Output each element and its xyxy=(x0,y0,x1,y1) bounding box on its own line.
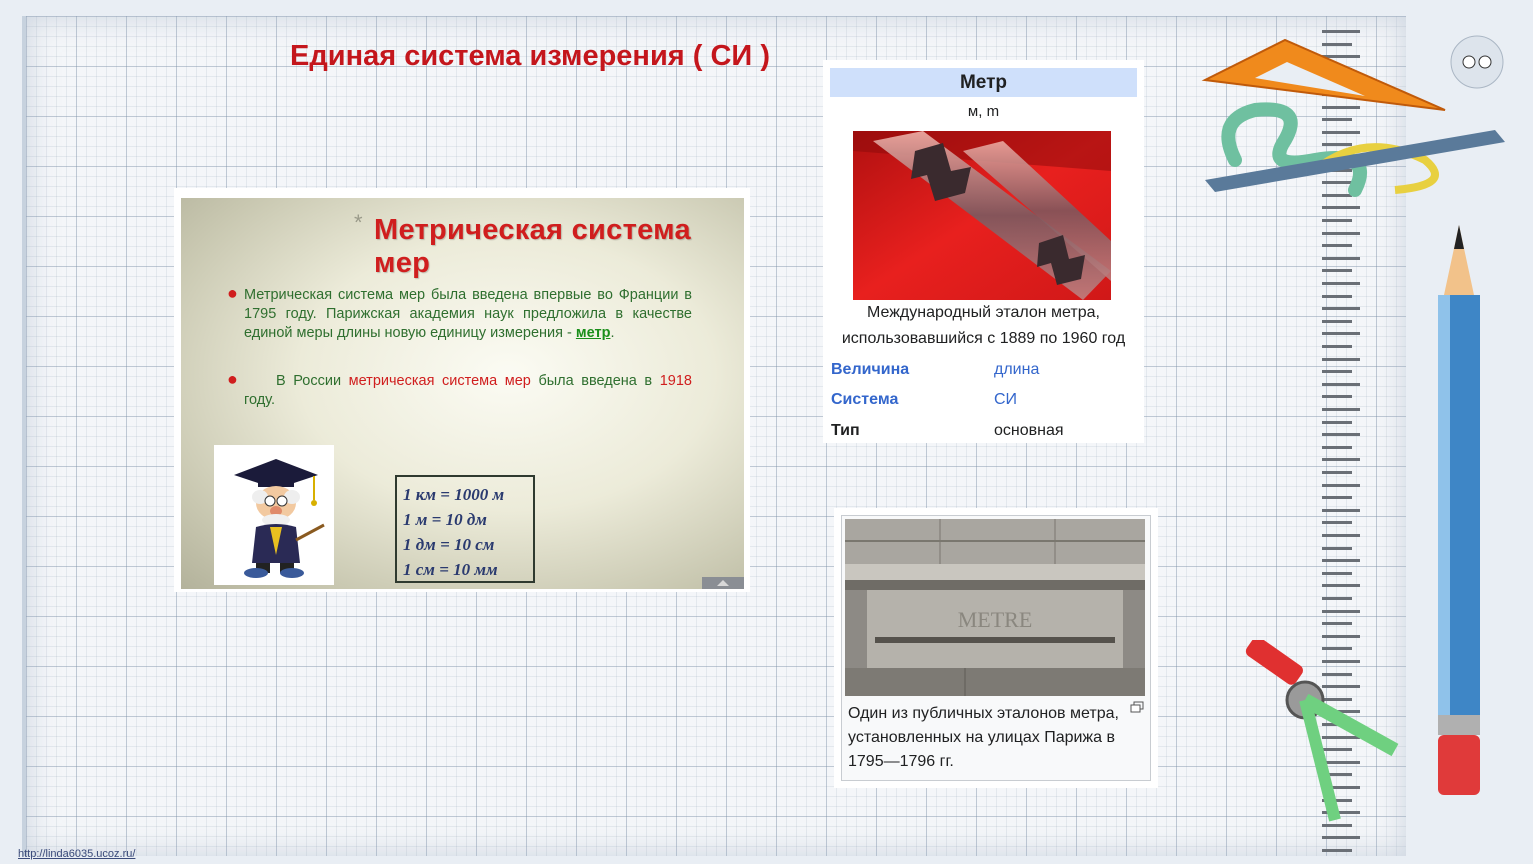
bullet-russia-post: году. xyxy=(244,392,276,408)
infobox-header: Метр xyxy=(830,68,1137,97)
metre-infobox xyxy=(823,60,1144,443)
metric-slide xyxy=(181,198,744,589)
slide-title: Метрическая система мер xyxy=(374,214,691,279)
ruler-tick xyxy=(1322,295,1352,298)
ruler-tick xyxy=(1322,471,1352,474)
page-title: Единая система измерения ( СИ ) xyxy=(290,40,770,72)
ruler-tick xyxy=(1322,484,1360,487)
ruler-tick xyxy=(1322,232,1360,235)
bullet-russia xyxy=(227,369,692,410)
paris-metre-card xyxy=(834,508,1158,788)
bullet-russia-highlight: метрическая система мер xyxy=(348,373,531,389)
infobox-key[interactable]: Система xyxy=(831,391,899,408)
footer-link[interactable]: http://linda6035.ucoz.ru/ xyxy=(18,848,136,860)
infobox-symbols: м, m xyxy=(967,103,1000,120)
ruler-tick xyxy=(1322,458,1360,461)
ruler-tick xyxy=(1322,836,1360,839)
photo-caption: Один из публичных эталонов метра, установленных на улицах Парижа в 1795—1796 гг. xyxy=(848,705,1119,770)
enlarge-icon[interactable] xyxy=(1130,701,1144,713)
ruler-tick xyxy=(1322,408,1360,411)
ruler-tick xyxy=(1322,383,1360,386)
ruler-tick xyxy=(1322,635,1360,638)
metric-slide-image xyxy=(174,188,750,592)
professor-illustration xyxy=(214,445,334,585)
ruler-tick xyxy=(1322,521,1352,524)
star-icon: * xyxy=(354,210,363,235)
ruler-tick xyxy=(1322,307,1360,310)
ruler-tick xyxy=(1322,257,1360,260)
ruler-tick xyxy=(1322,358,1360,361)
ruler-tick xyxy=(1322,622,1352,625)
infobox-caption-line: Международный эталон метра, xyxy=(867,304,1100,321)
ruler-tick xyxy=(1322,320,1352,323)
collapse-arrow-icon xyxy=(702,577,744,589)
compass-illustration xyxy=(1235,640,1415,830)
ruler-tick xyxy=(1322,597,1352,600)
bullet-russia-year: 1918 xyxy=(659,373,692,389)
unit-conversion: 1 км = 1000 м xyxy=(403,485,505,504)
metre-link[interactable]: метр xyxy=(575,325,611,341)
bullet-france: ● Метрическая система мер была введена впервые во Франции в 1795 году. Парижская академия наук предложила в качестве единой меры длины новую единицу измерения - метр. xyxy=(227,283,692,341)
bullet-france-text: Метрическая система мер была введена впервые во Франции в 1795 году. Парижская академия наук предложила в качестве единой меры длины новую единицу измерения - xyxy=(244,287,692,341)
ruler-tick xyxy=(1322,849,1352,852)
infobox-caption xyxy=(823,300,1144,352)
ruler-tick xyxy=(1322,332,1360,335)
ruler-tick xyxy=(1322,370,1352,373)
units-box xyxy=(395,475,535,583)
ruler-tick xyxy=(1322,572,1352,575)
infobox-value[interactable]: длина xyxy=(994,361,1040,378)
ruler-tick xyxy=(1322,282,1360,285)
bullet-dot-icon: ● xyxy=(227,283,238,303)
ruler-tick xyxy=(1322,610,1360,613)
ruler-tick xyxy=(1322,496,1352,499)
bullet-russia-pre: В России xyxy=(276,373,342,389)
ruler-tick xyxy=(1322,345,1352,348)
drawing-tools-illustration xyxy=(1195,10,1525,220)
infobox-caption-line: использовавшийся с 1889 по 1960 год xyxy=(841,330,1126,347)
bullet-dot-icon: ● xyxy=(227,369,238,389)
infobox-value: основная xyxy=(994,422,1064,439)
infobox-key[interactable]: Величина xyxy=(831,361,910,378)
ruler-tick xyxy=(1322,433,1360,436)
ruler-tick xyxy=(1322,584,1360,587)
unit-conversion: 1 дм = 10 см xyxy=(403,535,495,554)
ruler-tick xyxy=(1322,559,1360,562)
metre-engraving: METRE xyxy=(957,607,1033,632)
ruler-tick xyxy=(1322,421,1352,424)
ruler-tick xyxy=(1322,244,1352,247)
ruler-tick xyxy=(1322,269,1352,272)
pencil-illustration xyxy=(1430,225,1488,805)
ruler-tick xyxy=(1322,534,1360,537)
metre-prototype-image[interactable] xyxy=(853,131,1111,300)
unit-conversion: 1 см = 10 мм xyxy=(403,560,498,579)
infobox-value[interactable]: СИ xyxy=(994,391,1018,408)
infobox-key: Тип xyxy=(831,422,860,439)
paris-metre-photo[interactable] xyxy=(845,519,1145,696)
ruler-tick xyxy=(1322,509,1360,512)
bullet-russia-mid: была введена в xyxy=(538,373,653,389)
ruler-tick xyxy=(1322,395,1352,398)
ruler-tick xyxy=(1322,446,1352,449)
ruler-tick xyxy=(1322,547,1352,550)
thumbnail-frame xyxy=(841,515,1151,781)
unit-conversion: 1 м = 10 дм xyxy=(403,510,487,529)
